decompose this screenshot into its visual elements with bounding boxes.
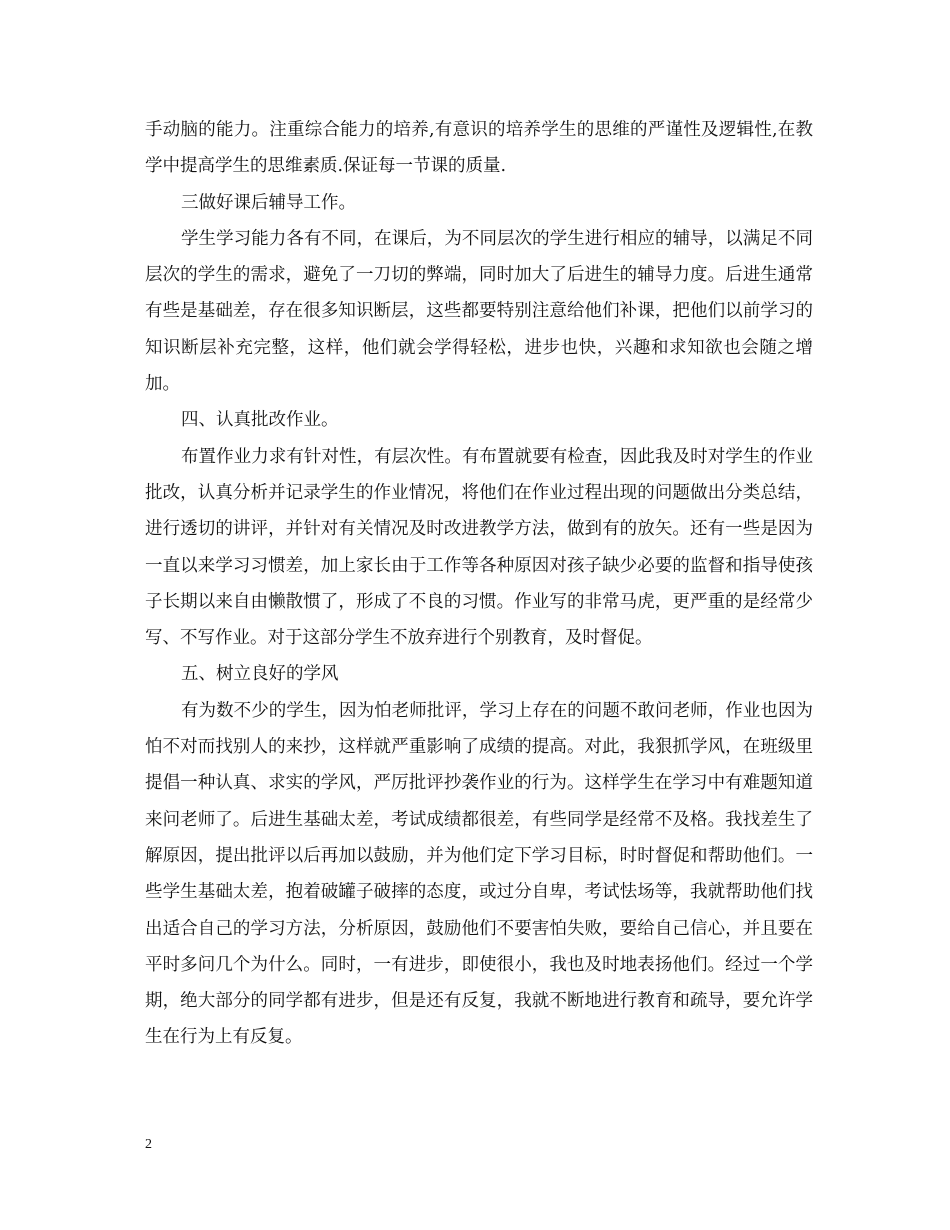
paragraph-tutoring: 学生学习能力各有不同，在课后，为不同层次的学生进行相应的辅导，以满足不同层次的学生的需求，避免了一刀切的弊端，同时加大了后进生的辅导力度。后进生通常有些是基础差，存在很多知识断层，这些都要特别注意给他们补课，把他们以前学习的知识断层补充完整，这样，他们就会学得轻松，进步也快，兴趣和求知欲也会随之增加。 [145,228,813,395]
section-heading-study-style: 五、树立良好的学风 [181,664,339,685]
body-text [145,112,813,1056]
paragraph-study-style: 有为数不少的学生，因为怕老师批评，学习上存在的问题不敢问老师，作业也因为怕不对而找别人的来抄，这样就严重影响了成绩的提高。对此，我狠抓学风，在班级里提倡一种认真、求实的学风，严厉批评抄袭作业的行为。这样学生在学习中有难题知道来问老师了。后进生基础太差，考试成绩都很差，有些同学是经常不及格。我找差生了解原因，提出批评以后再加以鼓励，并为他们定下学习目标，时时督促和帮助他们。一些学生基础太差，抱着破罐子破摔的态度，或过分自卑，考试怯场等，我就帮助他们找出适合自己的学习方法，分析原因，鼓励他们不要害怕失败，要给自己信心，并且要在平时多问几个为什么。同时，一有进步，即使很小，我也及时地表扬他们。经过一个学期，绝大部分的同学都有进步，但是还有反复，我就不断地进行教育和疏导，要允许学生在行为上有反复。 [145,700,813,1048]
section-heading-homework: 四、认真批改作业。 [181,410,339,431]
page-number: 2 [145,1137,152,1152]
section-heading-tutoring: 三做好课后辅导工作。 [181,192,356,213]
paragraph-homework: 布置作业力求有针对性，有层次性。有布置就要有检查，因此我及时对学生的作业批改，认真分析并记录学生的作业情况，将他们在作业过程出现的问题做出分类总结，进行透切的讲评，并针对有关情况及时改进教学方法，做到有的放矢。还有一些是因为一直以来学习习惯差，加上家长由于工作等各种原因对孩子缺少必要的监督和指导使孩子长期以来自由懒散惯了，形成了不良的习惯。作业写的非常马虎，更严重的是经常少写、不写作业。对于这部分学生不放弃进行个别教育，及时督促。 [145,446,813,649]
paragraph-continuation: 手动脑的能力。注重综合能力的培养,有意识的培养学生的思维的严谨性及逻辑性,在教学中提高学生的思维素质.保证每一节课的质量. [145,120,813,177]
